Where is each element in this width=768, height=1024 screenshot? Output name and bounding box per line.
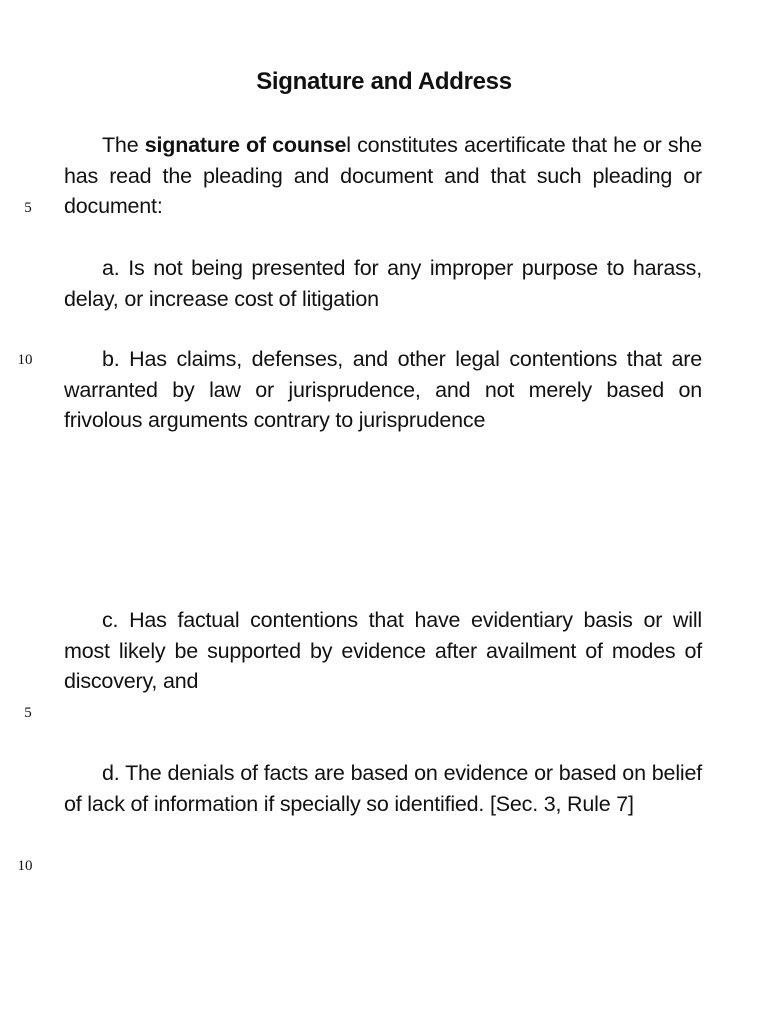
item-d-paragraph: d. The denials of facts are based on evidence or based on belief of lack of information if specially so identified. [Sec. 3, Rule 7] [64, 761, 702, 816]
line-number: 5 [24, 200, 32, 216]
intro-bold-text: signature of counse [144, 133, 347, 157]
intro-text-after: l constitutes acertificate that he or she has read the pleading and document and that such pleading or document: [64, 133, 702, 218]
item-b-paragraph: b. Has claims, defenses, and other legal contentions that are warranted by law or jurisprudence, and not merely based on frivolous arguments contrary to jurisprudence [64, 347, 702, 432]
item-a-paragraph: a. Is not being presented for any improper purpose to harass, delay, or increase cost of litigation [64, 256, 702, 311]
page-title: Signature and Address [256, 68, 512, 95]
intro-text-before: The [102, 133, 145, 157]
line-number: 5 [24, 705, 32, 721]
line-number: 10 [17, 352, 33, 368]
intro-paragraph [64, 130, 702, 222]
item-c-paragraph: c. Has factual contentions that have evidentiary basis or will most likely be supported by evidence after availment of modes of discovery, and [64, 608, 702, 693]
line-number: 10 [17, 858, 33, 874]
